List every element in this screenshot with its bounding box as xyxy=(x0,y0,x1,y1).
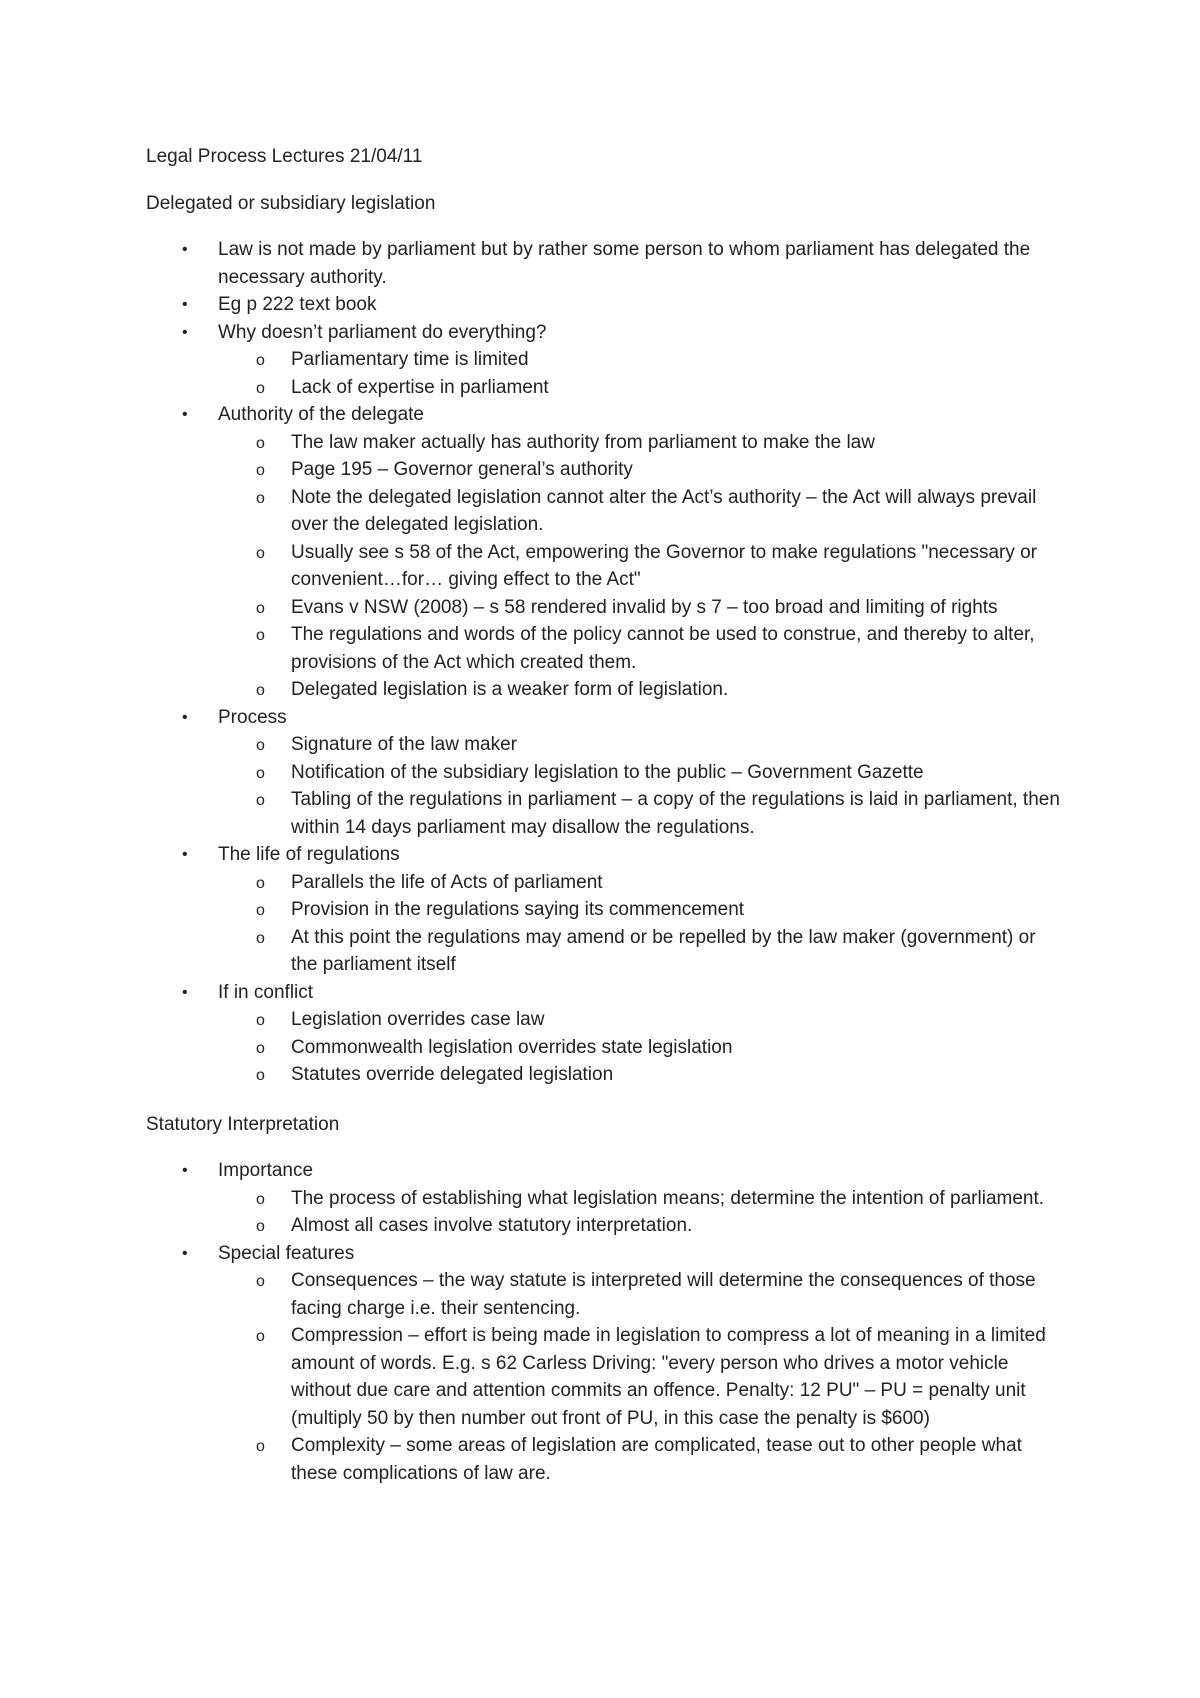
sub-list-item xyxy=(146,759,1066,787)
list-item-text: Law is not made by parliament but by rather some person to whom parliament has delegated the necessary authority. xyxy=(218,239,1031,288)
sub-list-item-text: Parliamentary time is limited xyxy=(291,349,529,370)
sub-list-item xyxy=(146,1061,1066,1089)
sub-list-item xyxy=(146,896,1066,924)
sub-list-item-text: Provision in the regulations saying its commencement xyxy=(291,899,745,920)
sub-list-item xyxy=(146,594,1066,622)
sub-list-item-text: Usually see s 58 of the Act, empowering the Governor to make regulations "necessary or convenient…for… giving effect to the Act" xyxy=(291,541,1038,590)
circle-bullet-icon: o xyxy=(256,434,265,452)
circle-bullet-icon: o xyxy=(256,627,265,644)
sub-list-item-text: Lack of expertise in parliament xyxy=(291,376,549,398)
circle-bullet-icon: o xyxy=(256,682,265,699)
sub-list-item xyxy=(146,429,1066,457)
sub-list-item-text: Page 195 – Governor general’s authority xyxy=(291,459,633,480)
bullet-icon: • xyxy=(182,1162,188,1179)
sub-list-item xyxy=(146,346,1066,374)
circle-bullet-icon: o xyxy=(256,1328,265,1345)
list-item xyxy=(146,291,1066,319)
sub-list-item xyxy=(146,731,1066,759)
sub-list-item-text: Complexity – some areas of legislation are complicated, tease out to other people what these complications of law are. xyxy=(291,1435,1022,1484)
list-item-text: If in conflict xyxy=(218,981,314,1003)
bullet-list-statutory-interpretation xyxy=(146,1157,1066,1487)
sub-list-item-text: The law maker actually has authority from parliament to make the law xyxy=(291,431,875,453)
sub-list-item xyxy=(146,924,1066,979)
bullet-icon: • xyxy=(182,708,188,726)
circle-bullet-icon: o xyxy=(256,902,265,919)
list-item-text: Process xyxy=(218,706,287,728)
list-item-text: Why doesn’t parliament do everything? xyxy=(218,321,547,343)
list-item xyxy=(146,401,1066,429)
circle-bullet-icon: o xyxy=(256,1218,265,1235)
document-title: Legal Process Lectures 21/04/11 xyxy=(146,146,423,167)
sub-list-item xyxy=(146,786,1066,841)
sub-list-item xyxy=(146,374,1066,402)
sub-list-item xyxy=(146,1034,1066,1062)
circle-bullet-icon: o xyxy=(256,792,265,809)
sub-list-item xyxy=(146,1006,1066,1034)
circle-bullet-icon: o xyxy=(256,1273,265,1290)
sub-list-item-text: Almost all cases involve statutory interpretation. xyxy=(291,1215,693,1236)
sub-list-item-text: Evans v NSW (2008) – s 58 rendered invalid by s 7 – too broad and limiting of rights xyxy=(291,596,998,618)
list-item xyxy=(146,979,1066,1007)
list-item xyxy=(146,841,1066,869)
bullet-icon: • xyxy=(182,406,188,423)
list-item xyxy=(146,1240,1066,1268)
sub-list-item-text: Notification of the subsidiary legislation to the public – Government Gazette xyxy=(291,761,924,783)
sub-list-item xyxy=(146,1267,1066,1322)
circle-bullet-icon: o xyxy=(256,1039,265,1057)
list-item-text: Eg p 222 text book xyxy=(218,294,377,315)
sub-list-item xyxy=(146,1185,1066,1213)
sub-list-item-text: Delegated legislation is a weaker form of legislation. xyxy=(291,679,729,700)
sub-list-item xyxy=(146,1212,1066,1240)
circle-bullet-icon: o xyxy=(256,599,265,617)
circle-bullet-icon: o xyxy=(256,1012,265,1029)
sub-list-item-text: Commonwealth legislation overrides state legislation xyxy=(291,1036,733,1058)
circle-bullet-icon: o xyxy=(256,1067,265,1084)
sub-list-item xyxy=(146,484,1066,539)
sub-list-item xyxy=(146,1432,1066,1487)
sub-list-item xyxy=(146,621,1066,676)
circle-bullet-icon: o xyxy=(256,489,265,507)
bullet-icon: • xyxy=(182,323,188,341)
list-item xyxy=(146,319,1066,347)
circle-bullet-icon: o xyxy=(256,544,265,562)
circle-bullet-icon: o xyxy=(256,1190,265,1208)
sub-list-item-text: Consequences – the way statute is interpreted will determine the consequences of those facing charge i.e. their sentencing. xyxy=(291,1270,1036,1319)
section-heading-delegated-legislation: Delegated or subsidiary legislation xyxy=(146,192,436,214)
sub-list-item-text: Compression – effort is being made in legislation to compress a lot of meaning in a limited amount of words. E.g. s 62 Carless Driving: "every person who drives a motor vehicle without due care and attention commits an offence. Penalty: 12 PU" – PU = penalty unit (multiply 50 by then number out front of PU, in this case the penalty is $600) xyxy=(291,1325,1046,1429)
document-page xyxy=(146,143,1066,1487)
circle-bullet-icon: o xyxy=(256,379,265,397)
sub-list-item-text: Tabling of the regulations in parliament – a copy of the regulations is laid in parliament, then within 14 days parliament may disallow the regulations. xyxy=(291,789,1060,838)
list-item-text: Importance xyxy=(218,1160,314,1181)
sub-list-item xyxy=(146,869,1066,897)
sub-list-item-text: Statutes override delegated legislation xyxy=(291,1064,614,1085)
sub-list-item-text: Signature of the law maker xyxy=(291,734,518,755)
circle-bullet-icon: o xyxy=(256,1438,265,1455)
sub-list-item-text: At this point the regulations may amend or be repelled by the law maker (government) or the parliament itself xyxy=(291,926,1036,975)
bullet-list-delegated-legislation xyxy=(146,236,1066,1089)
sub-list-item-text: The regulations and words of the policy cannot be used to construe, and thereby to alter, provisions of the Act which created them. xyxy=(291,624,1035,673)
sub-list-item-text: Legislation overrides case law xyxy=(291,1009,545,1030)
circle-bullet-icon: o xyxy=(256,737,265,754)
list-item xyxy=(146,1157,1066,1185)
bullet-icon: • xyxy=(182,1244,188,1262)
sub-list-item xyxy=(146,676,1066,704)
sub-list-item-text: Parallels the life of Acts of parliament xyxy=(291,871,603,893)
circle-bullet-icon: o xyxy=(256,352,265,369)
list-item-text: Special features xyxy=(218,1242,355,1264)
circle-bullet-icon: o xyxy=(256,929,265,947)
sub-list-item xyxy=(146,456,1066,484)
circle-bullet-icon: o xyxy=(256,764,265,782)
bullet-icon: • xyxy=(182,983,188,1001)
sub-list-item xyxy=(146,539,1066,594)
list-item xyxy=(146,704,1066,732)
circle-bullet-icon: o xyxy=(256,462,265,479)
list-item-text: The life of regulations xyxy=(218,844,400,865)
list-item xyxy=(146,236,1066,291)
sub-list-item xyxy=(146,1322,1066,1432)
bullet-icon: • xyxy=(182,846,188,863)
bullet-icon: • xyxy=(182,296,188,313)
sub-list-item-text: Note the delegated legislation cannot alter the Act’s authority – the Act will always prevail over the delegated legislation. xyxy=(291,486,1037,535)
section-heading-statutory-interpretation: Statutory Interpretation xyxy=(146,1113,340,1135)
bullet-icon: • xyxy=(182,241,188,258)
list-item-text: Authority of the delegate xyxy=(218,404,424,425)
sub-list-item-text: The process of establishing what legislation means; determine the intention of parliament. xyxy=(291,1187,1045,1209)
circle-bullet-icon: o xyxy=(256,874,265,892)
